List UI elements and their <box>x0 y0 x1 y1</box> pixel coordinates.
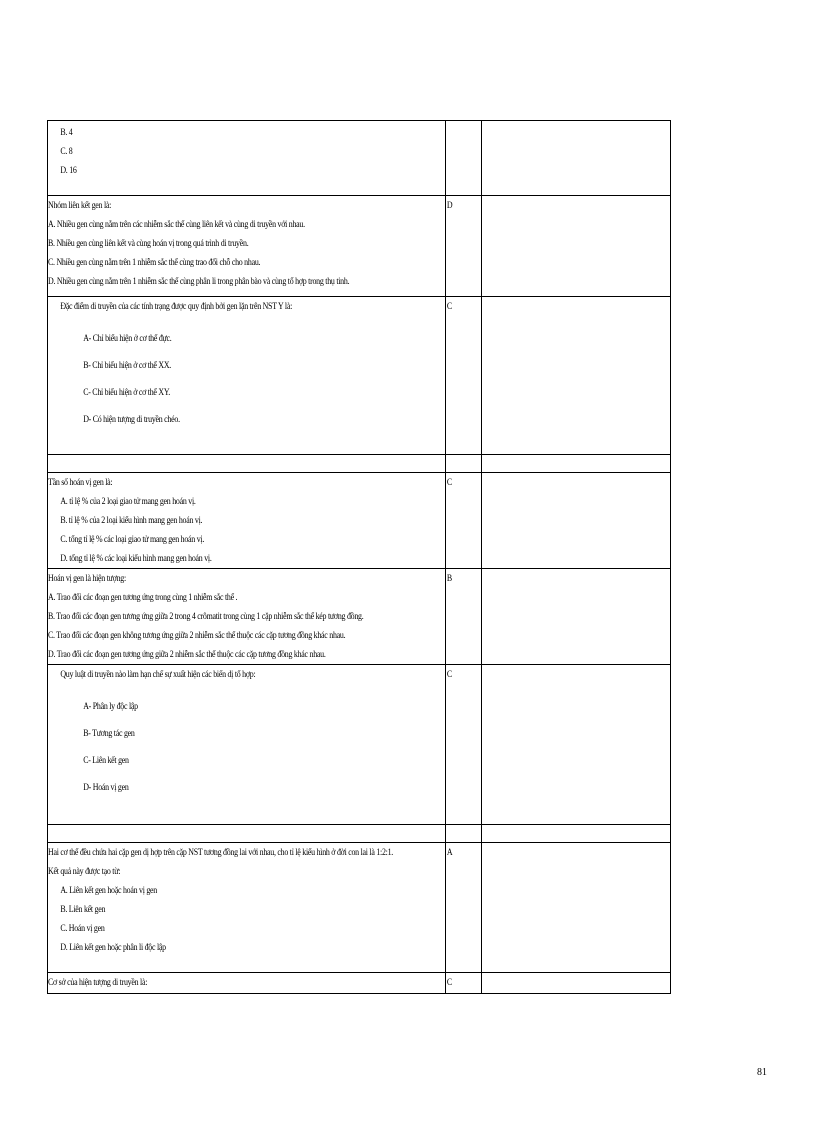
option-text: D- Có hiện tượng di truyền chéo. <box>83 414 180 424</box>
blank-row <box>48 825 671 843</box>
option-text: A- Phân ly độc lập <box>83 701 138 711</box>
question-row <box>48 665 671 825</box>
option-text: B- Tương tác gen <box>83 728 135 738</box>
option-text: B. 4 <box>60 127 73 137</box>
question-text: Nhóm liên kết gen là: <box>48 200 112 210</box>
option-text: A. tỉ lệ % của 2 loại giao tử mang gen hoán vị. <box>60 496 196 506</box>
answer-cell: C <box>446 973 482 994</box>
notes-cell <box>482 196 671 297</box>
answer-cell <box>446 121 482 196</box>
notes-cell <box>482 665 671 825</box>
option-text: B. tỉ lệ % của 2 loại kiểu hình mang gen hoán vị. <box>60 515 203 525</box>
answer-cell: C <box>446 665 482 825</box>
question-text: Hai cơ thể đều chứa hai cặp gen dị hợp trên cặp NST tương đồng lai với nhau, cho tỉ lệ kiểu hình ở đời con lai là 1:2:1. <box>48 847 394 857</box>
question-table <box>47 120 671 994</box>
answer-cell: C <box>446 297 482 455</box>
blank-cell <box>482 825 671 843</box>
option-text: D. 16 <box>60 165 77 175</box>
question-cell <box>48 297 446 455</box>
question-cell <box>48 121 446 196</box>
blank-cell <box>446 825 482 843</box>
question-row <box>48 973 671 994</box>
option-text: C. Nhiều gen cùng nằm trên 1 nhiễm sắc thể cùng trao đổi chỗ cho nhau. <box>48 257 261 267</box>
option-text: C. 8 <box>60 146 73 156</box>
question-cell <box>48 569 446 665</box>
blank-cell <box>482 455 671 473</box>
question-cell <box>48 973 446 994</box>
option-text: B. Nhiều gen cùng liên kết và cùng hoán vị trong quá trình di truyền. <box>48 238 249 248</box>
page-number: 81 <box>757 1066 767 1078</box>
question-row <box>48 843 671 973</box>
option-text: D. Liên kết gen hoặc phân li độc lập <box>60 942 166 952</box>
question-text: Đặc điểm di truyền của các tính trạng được quy định bởi gen lặn trên NST Y là: <box>60 301 293 311</box>
question-row <box>48 297 671 455</box>
notes-cell <box>482 843 671 973</box>
answer-cell: B <box>446 569 482 665</box>
option-text: A- Chỉ biểu hiện ở cơ thể đực. <box>83 333 172 343</box>
question-cell <box>48 665 446 825</box>
answer-cell: C <box>446 473 482 569</box>
answer-cell: A <box>446 843 482 973</box>
notes-cell <box>482 473 671 569</box>
question-text-cont: Kết quả này được tạo từ: <box>48 866 121 876</box>
question-text: Cơ sở của hiện tượng di truyền là: <box>48 977 148 987</box>
option-text: A. Nhiều gen cùng nằm trên các nhiễm sắc thể cùng liên kết và cùng di truyền với nhau. <box>48 219 305 229</box>
question-cell <box>48 843 446 973</box>
notes-cell <box>482 297 671 455</box>
question-text: Tần số hoán vị gen là: <box>48 477 113 487</box>
option-text: C. Trao đổi các đoạn gen không tương ứng giữa 2 nhiễm sắc thể thuộc các cặp tương đồng khác nhau. <box>48 630 346 640</box>
option-text: C- Chỉ biểu hiện ở cơ thể XY. <box>83 387 171 397</box>
answer-cell: D <box>446 196 482 297</box>
option-text: B. Liên kết gen <box>60 904 106 914</box>
option-text: C. Hoán vị gen <box>60 923 105 933</box>
question-cell <box>48 473 446 569</box>
option-text: D. tổng tỉ lệ % các loại kiểu hình mang gen hoán vị. <box>60 553 212 563</box>
question-text: Hoán vị gen là hiện tượng: <box>48 573 126 583</box>
question-row <box>48 473 671 569</box>
question-cell <box>48 196 446 297</box>
question-row <box>48 196 671 297</box>
option-text: B- Chỉ biểu hiện ở cơ thể XX. <box>83 360 172 370</box>
blank-row <box>48 455 671 473</box>
notes-cell <box>482 973 671 994</box>
option-text: D. Trao đổi các đoạn gen tương ứng giữa 2 nhiễm sắc thể thuộc các cặp tương đồng khác nhau. <box>48 649 326 659</box>
question-row <box>48 121 671 196</box>
blank-cell <box>48 455 446 473</box>
option-text: C- Liên kết gen <box>83 755 129 765</box>
blank-cell <box>48 825 446 843</box>
question-text: Quy luật di truyền nào làm hạn chế sự xuất hiện các biến dị tổ hợp: <box>60 669 256 679</box>
option-text: C. tổng tỉ lệ % các loại giao tử mang gen hoán vị. <box>60 534 205 544</box>
notes-cell <box>482 121 671 196</box>
question-row <box>48 569 671 665</box>
option-text: A. Liên kết gen hoặc hoán vị gen <box>60 885 158 895</box>
notes-cell <box>482 569 671 665</box>
option-text: D. Nhiều gen cùng nằm trên 1 nhiễm sắc thể cùng phân li trong phân bào và cùng tổ hợp trong thụ tinh. <box>48 276 350 286</box>
option-text: D- Hoán vị gen <box>83 782 129 792</box>
option-text: A. Trao đổi các đoạn gen tương ứng trong cùng 1 nhiễm sắc thể . <box>48 592 238 602</box>
blank-cell <box>446 455 482 473</box>
option-text: B. Trao đổi các đoạn gen tương ứng giữa 2 trong 4 crômatit trong cùng 1 cặp nhiễm sắc thể kép tương đồng. <box>48 611 364 621</box>
